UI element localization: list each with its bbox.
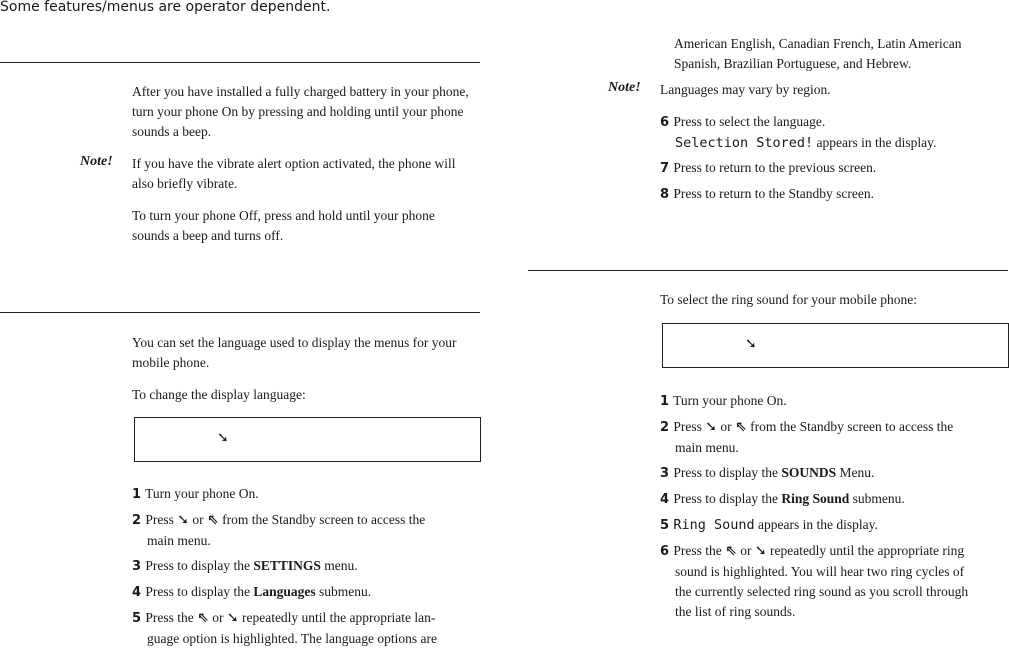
list-item: 2 Press ➘ or ⇖ from the Standby screen to access the main menu. — [132, 512, 426, 548]
list-item: 5 Ring Sound appears in the display. — [660, 517, 878, 533]
power-off-paragraph: To turn your phone Off, press and hold until your phone sounds a beep and turns off. — [132, 208, 435, 243]
language-intro: You can set the language used to display the menus for your mobile phone. — [132, 335, 457, 370]
power-paragraph: After you have installed a fully charged battery in your phone, turn your phone On by pressing and holding until your phone sounds a beep. — [132, 84, 469, 139]
display-message: Ring Sound — [673, 517, 755, 533]
list-item: 8 Press to return to the Standby screen. — [660, 186, 874, 202]
list-item: 6 Press to select the language. Selection Stored! appears in the display. — [660, 114, 937, 151]
up-left-arrow-icon: ⇖ — [725, 543, 737, 559]
list-item: 4 Press to display the Languages submenu. — [132, 584, 372, 600]
section-divider-power — [0, 62, 480, 63]
down-right-arrow-icon: ➘ — [754, 543, 767, 559]
note-label: Note! — [608, 80, 641, 95]
language-options-continued: American English, Canadian French, Latin American Spanish, Brazilian Portuguese, and Hebrew. — [674, 36, 962, 71]
language-instruction: To change the display language: — [132, 387, 306, 402]
list-item: 1 Turn your phone On. — [660, 393, 787, 409]
ring-sound-intro: To select the ring sound for your mobile phone: — [660, 292, 918, 307]
shortcut-box — [662, 323, 1009, 368]
list-item: 3 Press to display the SOUNDS Menu. — [660, 465, 875, 481]
list-item: 2 Press ➘ or ⇖ from the Standby screen to access the main menu. — [660, 419, 954, 455]
list-item: 6 Press the ⇖ or ➘ repeatedly until the appropriate ring sound is highlighted. You will hear two ring cycles of the currently selected ring sound as you scroll through the list of ring sounds. — [660, 543, 969, 619]
page-header: Some features/menus are operator dependent. — [0, 0, 331, 15]
down-right-arrow-icon: ➘ — [177, 512, 189, 528]
list-item: 1 Turn your phone On. — [132, 486, 259, 502]
up-left-arrow-icon: ⇖ — [735, 419, 747, 435]
down-right-arrow-icon: ➘ — [705, 419, 717, 435]
note-label: Note! — [80, 154, 113, 169]
section-divider-language — [0, 312, 480, 313]
list-item: 4 Press to display the Ring Sound submenu. — [660, 491, 905, 507]
display-message: Selection Stored! — [675, 135, 814, 151]
shortcut-box — [134, 417, 481, 462]
down-right-arrow-icon: ➘ — [745, 336, 757, 352]
section-divider-ring — [528, 270, 1008, 271]
down-right-arrow-icon: ➘ — [226, 610, 239, 626]
up-left-arrow-icon: ⇖ — [207, 512, 219, 528]
note-text: Languages may vary by region. — [660, 82, 831, 97]
list-item: 5 Press the ⇖ or ➘ repeatedly until the appropriate lan- guage option is highlighted. The language options are — [132, 610, 437, 646]
list-item: 7 Press to return to the previous screen. — [660, 160, 877, 176]
list-item: 3 Press to display the SETTINGS menu. — [132, 558, 358, 574]
note-text: If you have the vibrate alert option activated, the phone will also briefly vibrate. — [132, 156, 456, 191]
up-left-arrow-icon: ⇖ — [197, 610, 209, 626]
down-right-arrow-icon: ➘ — [217, 430, 229, 446]
